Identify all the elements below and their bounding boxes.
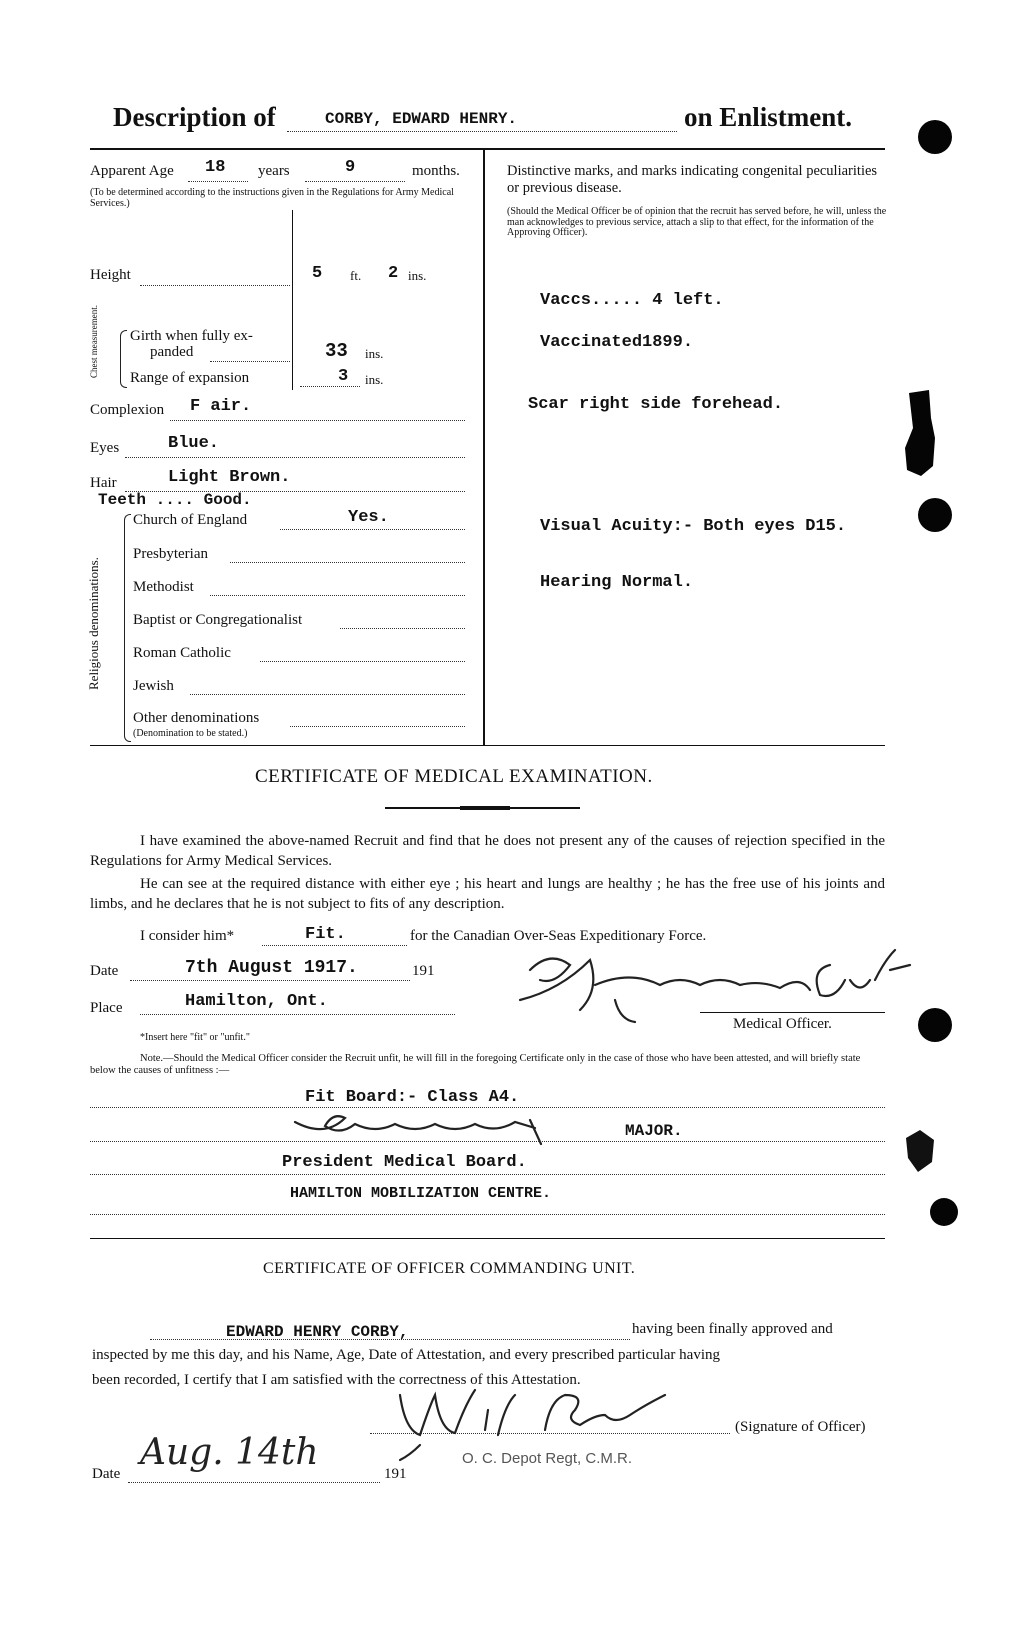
- mark-entry-2: Vaccinated1899.: [540, 333, 694, 352]
- ink-blot: [895, 388, 945, 478]
- marks-heading: Distinctive marks, and marks indicating congenital peculiarities or previous disease.: [507, 163, 878, 196]
- place-value: Hamilton, Ont.: [185, 992, 328, 1011]
- co-year-print: 191: [384, 1466, 407, 1482]
- depot-stamp: O. C. Depot Regt, C.M.R.: [462, 1450, 633, 1467]
- medical-para-1: I have examined the above-named Recruit and find that he does not present any of the causes of rejection specified in the Regulations for Army Medical Services.: [90, 833, 885, 869]
- religion-line: [290, 726, 465, 727]
- religion-line: [210, 595, 465, 596]
- co-recruit-name: EDWARD HENRY CORBY,: [226, 1323, 409, 1341]
- girth-unit: ins.: [365, 346, 384, 361]
- religion-line: [230, 562, 465, 563]
- religion-line: [260, 661, 465, 662]
- religion-bracket: [124, 514, 131, 742]
- unfit-note: Note.—Should the Medical Officer consider the Recruit unfit, he will fill in the foregoing Certificate only in the case of those who have been attested, and will briefly state below the causes of unfitness :—: [90, 1053, 861, 1076]
- exam-date-value: 7th August 1917.: [185, 958, 358, 978]
- punch-hole: [918, 120, 952, 154]
- name-line: [287, 131, 677, 132]
- date-year-print: 191: [412, 963, 435, 979]
- religion-baptist: Baptist or Congregationalist: [133, 612, 303, 628]
- denomination-note: (Denomination to be stated.): [133, 728, 248, 739]
- co-date-line: [128, 1482, 380, 1483]
- date-label: Date: [90, 963, 119, 979]
- board-class: Fit Board:- Class A4.: [305, 1088, 520, 1107]
- religion-line: [280, 529, 465, 530]
- co-date-handwritten: Aug. 14th: [140, 1432, 319, 1473]
- religion-line: [340, 628, 465, 629]
- signature-line: [700, 1012, 885, 1013]
- age-years-value: 18: [205, 158, 226, 177]
- religion-jewish: Jewish: [133, 678, 174, 694]
- form-title-suffix: on Enlistment.: [684, 102, 853, 132]
- girth-label-line1: Girth when fully ex-: [130, 328, 253, 344]
- board-line: [90, 1141, 885, 1142]
- column-divider: [483, 150, 485, 745]
- board-major: MAJOR.: [625, 1122, 683, 1140]
- mark-entry-3: Scar right side forehead.: [528, 395, 784, 414]
- age-note: (To be determined according to the instructions given in the Regulations for Army Medical Services.): [90, 187, 454, 209]
- punch-hole: [918, 498, 952, 532]
- board-centre: HAMILTON MOBILIZATION CENTRE.: [290, 1185, 552, 1202]
- hair-value: Light Brown.: [168, 468, 291, 487]
- medical-officer-label: Medical Officer.: [733, 1016, 832, 1032]
- eyes-line: [125, 457, 465, 458]
- insert-note: *Insert here "fit" or "unfit.": [140, 1032, 250, 1043]
- religion-church-of-england-value: Yes.: [348, 508, 389, 527]
- age-months-value: 9: [345, 158, 356, 177]
- board-line: [90, 1214, 885, 1215]
- co-text-2: inspected by me this day, and his Name, Age, Date of Attestation, and every prescribed particular having: [92, 1347, 721, 1363]
- ft-label: ft.: [350, 268, 362, 283]
- medical-para-2: He can see at the required distance with either eye ; his heart and lungs are healthy ; he has the free use of his joints and limbs, and he declares that he is not subject to fits of any description.: [90, 876, 885, 912]
- punch-hole: [918, 1008, 952, 1042]
- range-line: [300, 386, 360, 387]
- religion-methodist: Methodist: [133, 579, 194, 595]
- board-president: President Medical Board.: [282, 1153, 527, 1172]
- months-label: months.: [412, 163, 460, 179]
- board-signature: [285, 1108, 545, 1148]
- complexion-label: Complexion: [90, 402, 165, 418]
- fitness-line: [262, 945, 407, 946]
- top-rule: [90, 148, 885, 150]
- girth-line: [210, 361, 290, 362]
- chest-measurement-label: Chest measurement.: [89, 305, 99, 378]
- form-title-prefix: Description of: [113, 102, 276, 132]
- range-label: Range of expansion: [130, 370, 250, 386]
- place-line: [140, 1014, 455, 1015]
- fitness-value: Fit.: [305, 925, 346, 944]
- eyes-label: Eyes: [90, 440, 120, 456]
- medical-heading: CERTIFICATE OF MEDICAL EXAMINATION.: [255, 766, 653, 787]
- religious-denominations-label: Religious denominations.: [86, 557, 101, 690]
- signature-label: (Signature of Officer): [735, 1419, 866, 1435]
- date-line: [130, 980, 410, 981]
- co-name-line: [150, 1339, 630, 1340]
- hair-label: Hair: [90, 475, 117, 491]
- height-label: Height: [90, 267, 131, 283]
- medical-officer-signature: [500, 940, 920, 1030]
- board-line: [90, 1174, 885, 1175]
- religion-line: [190, 694, 465, 695]
- bottom-rule: [90, 745, 885, 746]
- eyes-value: Blue.: [168, 434, 220, 453]
- age-months-line: [305, 181, 405, 182]
- heading-rule-thick: [460, 806, 510, 810]
- co-date-label: Date: [92, 1466, 121, 1482]
- consider-suffix: for the Canadian Over-Seas Expeditionary Force.: [410, 928, 707, 944]
- co-signature-line: [370, 1433, 730, 1434]
- height-line: [140, 285, 290, 286]
- height-ft-value: 5: [312, 264, 323, 283]
- co-text-3: been recorded, I certify that I am satisfied with the correctness of this Attestation.: [92, 1372, 581, 1388]
- measure-divider: [292, 210, 293, 390]
- complexion-line: [170, 420, 465, 421]
- girth-value: 33: [325, 340, 348, 362]
- chest-bracket: [120, 330, 127, 388]
- apparent-age-label: Apparent Age: [90, 163, 174, 179]
- co-text-1: having been finally approved and: [632, 1321, 833, 1337]
- ins-label: ins.: [408, 268, 427, 283]
- recruit-name: CORBY, EDWARD HENRY.: [325, 110, 518, 128]
- consider-prefix: I consider him*: [140, 928, 235, 944]
- religion-church-of-england: Church of England: [133, 512, 248, 528]
- religion-roman-catholic: Roman Catholic: [133, 645, 231, 661]
- range-unit: ins.: [365, 372, 384, 387]
- commanding-heading: CERTIFICATE OF OFFICER COMMANDING UNIT.: [263, 1260, 636, 1277]
- marks-note: (Should the Medical Officer be of opinion that the recruit has served before, he will, unless the man acknowledges to previous service, attach a slip to that effect, for the information of the Approving Officer).: [507, 206, 887, 238]
- years-label: years: [258, 163, 290, 179]
- age-years-line: [188, 181, 248, 182]
- place-label: Place: [90, 1000, 123, 1016]
- section-rule: [90, 1238, 885, 1239]
- punch-hole: [930, 1198, 958, 1226]
- religion-presbyterian: Presbyterian: [133, 546, 208, 562]
- mark-entry-1: Vaccs..... 4 left.: [540, 291, 724, 310]
- teeth-value: Teeth .... Good.: [98, 491, 252, 509]
- religion-other: Other denominations: [133, 710, 260, 726]
- mark-entry-5: Hearing Normal.: [540, 573, 694, 592]
- range-value: 3: [338, 367, 349, 386]
- girth-label-line2: panded: [150, 344, 194, 360]
- ink-blot: [902, 1128, 938, 1174]
- mark-entry-4: Visual Acuity:- Both eyes D15.: [540, 517, 847, 536]
- height-ins-value: 2: [388, 264, 399, 283]
- complexion-value: F air.: [190, 397, 252, 416]
